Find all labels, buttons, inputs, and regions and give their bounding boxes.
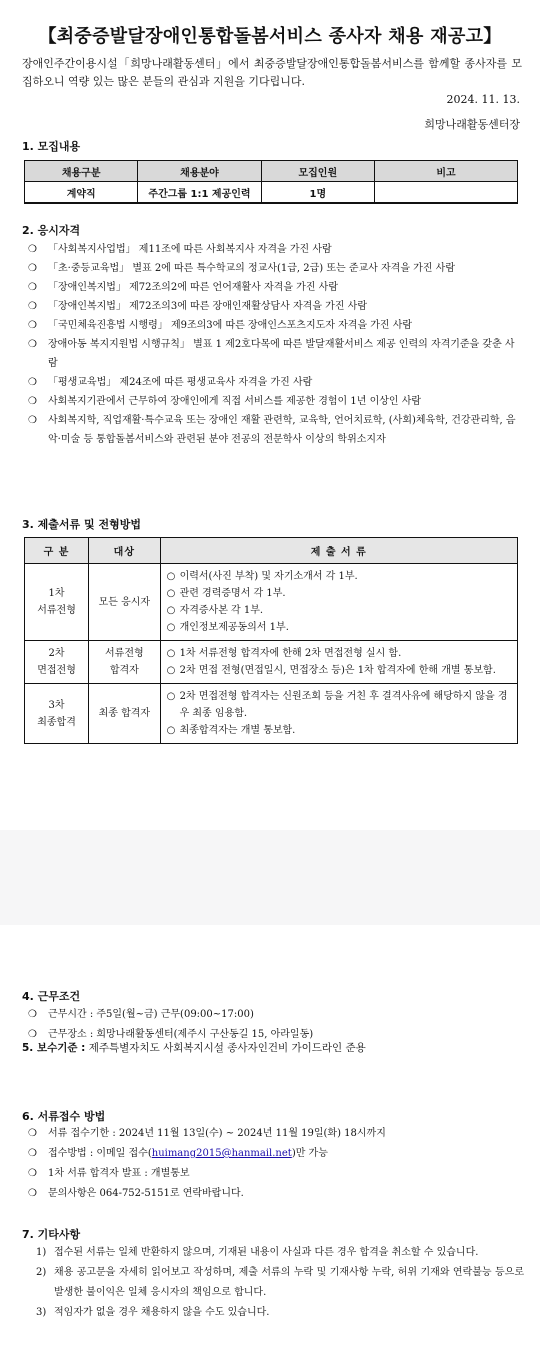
section-recruitment-title: 1. 모집내용 — [22, 140, 81, 153]
list-item: ❍ 「사회복지사업법」 제11조에 따른 사회복지사 자격을 가진 사람 — [28, 240, 524, 259]
circle-bullet-icon: ❍ — [28, 1029, 37, 1040]
circle-bullet-icon: ❍ — [28, 1009, 37, 1020]
list-item: 2) 채용 공고문을 자세히 읽어보고 작성하며, 제출 서류의 누락 및 기재사항 누락, 허위 기재와 연락불능 등으로 발생한 불이익은 일체 응시자의 책임으로 합니다. — [36, 1267, 524, 1298]
header-headcount: 모집인원 — [261, 161, 374, 182]
circle-bullet-icon: ○ — [166, 665, 176, 676]
list-item: 1) 접수된 서류는 일체 반환하지 않으며, 기재된 내용이 사실과 다른 경우 합격을 취소할 수 있습니다. — [36, 1247, 479, 1258]
header-target: 대상 — [89, 538, 160, 564]
header-note: 비고 — [375, 161, 518, 182]
documents-cell: ○ 2차 면접전형 합격자는 신원조회 등을 거친 후 결격사유에 해당하지 않을 경우 최종 임용함. ○ 최종합격자는 개별 통보함. — [160, 684, 517, 744]
list-item: ❍ 서류 접수기한 : 2024년 11월 13일(수) ~ 2024년 11월 19일(화) 18시까지 — [28, 1124, 528, 1144]
section-misc-title: 7. 기타사항 — [22, 1228, 81, 1241]
circle-bullet-icon: ○ — [166, 605, 176, 616]
circle-bullet-icon: ○ — [166, 648, 176, 659]
section-working-conditions-title: 4. 근무조건 — [22, 990, 81, 1003]
list-item: ❍ 근무시간 : 주5일(월~금) 근무(09:00~17:00) — [28, 1005, 528, 1025]
section-documents-title: 3. 제출서류 및 전형방법 — [22, 518, 141, 531]
documents-cell: ○ 1차 서류전형 합격자에 한해 2차 면접전형 실시 함. ○ 2차 면접 전형(면접일시, 면접장소 등)은 1차 합격자에 한해 개별 통보함. — [160, 641, 517, 684]
list-item: ❍ 접수방법 : 이메일 접수(huimang2015@hanmail.net)만 가능 — [28, 1144, 528, 1164]
list-item: ❍ 사회복지기관에서 근무하여 장애인에게 직접 서비스를 제공한 경험이 1년 이상인 사람 — [28, 392, 524, 411]
organization-name: 희망나래활동센터장 — [424, 118, 520, 131]
section-application-title: 6. 서류접수 방법 — [22, 1110, 106, 1123]
list-item: ❍ 「장애인복지법」 제72조의3에 따른 장애인재활상담사 자격을 가진 사람 — [28, 297, 524, 316]
documents-table — [24, 537, 518, 744]
table-row — [25, 684, 518, 744]
circle-bullet-icon: ❍ — [28, 1128, 37, 1139]
list-item: ❍ 「초·중등교육법」 별표 2에 따른 특수학교의 정교사(1급, 2급) 또는 준교사 자격을 가진 사람 — [28, 259, 524, 278]
intro-text: 장애인주간이용시설「희망나래활동센터」에서 최중증발달장애인통합돌봄서비스를 함께할 종사자를 모집하오니 역량 있는 많은 분들의 관심과 지원을 기다립니다. — [22, 57, 522, 88]
list-item: ❍ 문의사항은 064-752-5151로 연락바랍니다. — [28, 1184, 528, 1204]
cell-employment-type: 계약직 — [25, 182, 138, 204]
circle-bullet-icon: ○ — [166, 622, 176, 633]
posting-date: 2024. 11. 13. — [446, 93, 520, 106]
list-item: ❍ 근무장소 : 희망나래활동센터(제주시 구산동길 15, 아라일동) — [28, 1025, 528, 1045]
list-item: ❍ 장애아동 복지지원법 시행규칙」 별표 1 제2호다목에 따른 발달재활서비스 제공 인력의 자격기준을 갖춘 사람 — [28, 335, 524, 373]
circle-bullet-icon: ❍ — [28, 396, 37, 407]
circle-bullet-icon: ○ — [166, 725, 176, 736]
working-conditions-list — [28, 1005, 528, 1045]
circle-bullet-icon: ❍ — [28, 282, 37, 293]
misc-list — [36, 1243, 524, 1323]
list-item: ❍ 사회복지학, 직업재활·특수교육 또는 장애인 재활 관련학, 교육학, 언어치료학, (사회)체육학, 건강관리학, 음악·미술 등 통합돌봄서비스와 관련된 분야 전공의 전문학사 이상의 학위소지자 — [28, 411, 524, 449]
cell-headcount: 1명 — [261, 182, 374, 204]
posting-title: 【최중증발달장애인통합돌봄서비스 종사자 채용 재공고】 — [38, 26, 502, 47]
target-cell: 최종 합격자 — [89, 684, 160, 744]
list-item: ❍ 「평생교육법」 제24조에 따른 평생교육사 자격을 가진 사람 — [28, 373, 524, 392]
list-item: 3) 적임자가 없을 경우 채용하지 않을 수도 있습니다. — [36, 1307, 270, 1318]
recruitment-table — [24, 160, 518, 204]
application-list — [28, 1124, 528, 1204]
circle-bullet-icon: ❍ — [28, 339, 37, 350]
stage-cell: 2차 면접전형 — [25, 641, 89, 684]
list-item: ❍ 「국민체육진흥법 시행령」 제9조의3에 따른 장애인스포츠지도자 자격을 가진 사람 — [28, 316, 524, 335]
header-documents: 제 출 서 류 — [160, 538, 517, 564]
page-break-gap — [0, 830, 540, 925]
salary-text: 제주특별자치도 사회복지시설 종사자인건비 가이드라인 준용 — [88, 1042, 366, 1054]
circle-bullet-icon: ❍ — [28, 415, 37, 426]
table-row — [25, 564, 518, 641]
header-employment-type: 채용구분 — [25, 161, 138, 182]
email-link[interactable]: huimang2015@hanmail.net — [151, 1148, 292, 1159]
circle-bullet-icon: ○ — [166, 571, 176, 582]
qualification-list — [28, 240, 524, 449]
circle-bullet-icon: ❍ — [28, 301, 37, 312]
salary-line — [22, 1040, 366, 1055]
cell-field: 주간그룹 1:1 제공인력 — [138, 182, 261, 204]
circle-bullet-icon: ○ — [166, 588, 176, 599]
stage-cell: 1차 서류전형 — [25, 564, 89, 641]
table-row — [25, 641, 518, 684]
circle-bullet-icon: ❍ — [28, 1168, 37, 1179]
circle-bullet-icon: ❍ — [28, 1148, 37, 1159]
header-field: 채용분야 — [138, 161, 261, 182]
target-cell: 모든 응시자 — [89, 564, 160, 641]
circle-bullet-icon: ○ — [166, 691, 176, 702]
list-item: ❍ 1차 서류 합격자 발표 : 개별통보 — [28, 1164, 528, 1184]
section-qualification-title: 2. 응시자격 — [22, 224, 81, 237]
circle-bullet-icon: ❍ — [28, 377, 37, 388]
circle-bullet-icon: ❍ — [28, 244, 37, 255]
circle-bullet-icon: ❍ — [28, 263, 37, 274]
cell-note — [375, 182, 518, 204]
header-stage: 구 분 — [25, 538, 89, 564]
list-item: ❍ 「장애인복지법」 제72조의2에 따른 언어재활사 자격을 가진 사람 — [28, 278, 524, 297]
salary-label: 5. 보수기준 : — [22, 1042, 86, 1054]
documents-cell: ○ 이력서(사진 부착) 및 자기소개서 각 1부. ○ 관련 경력증명서 각 1부. ○ 자격증사본 각 1부. ○ 개인정보제공동의서 1부. — [160, 564, 517, 641]
stage-cell: 3차 최종합격 — [25, 684, 89, 744]
circle-bullet-icon: ❍ — [28, 1188, 37, 1199]
circle-bullet-icon: ❍ — [28, 320, 37, 331]
target-cell: 서류전형 합격자 — [89, 641, 160, 684]
